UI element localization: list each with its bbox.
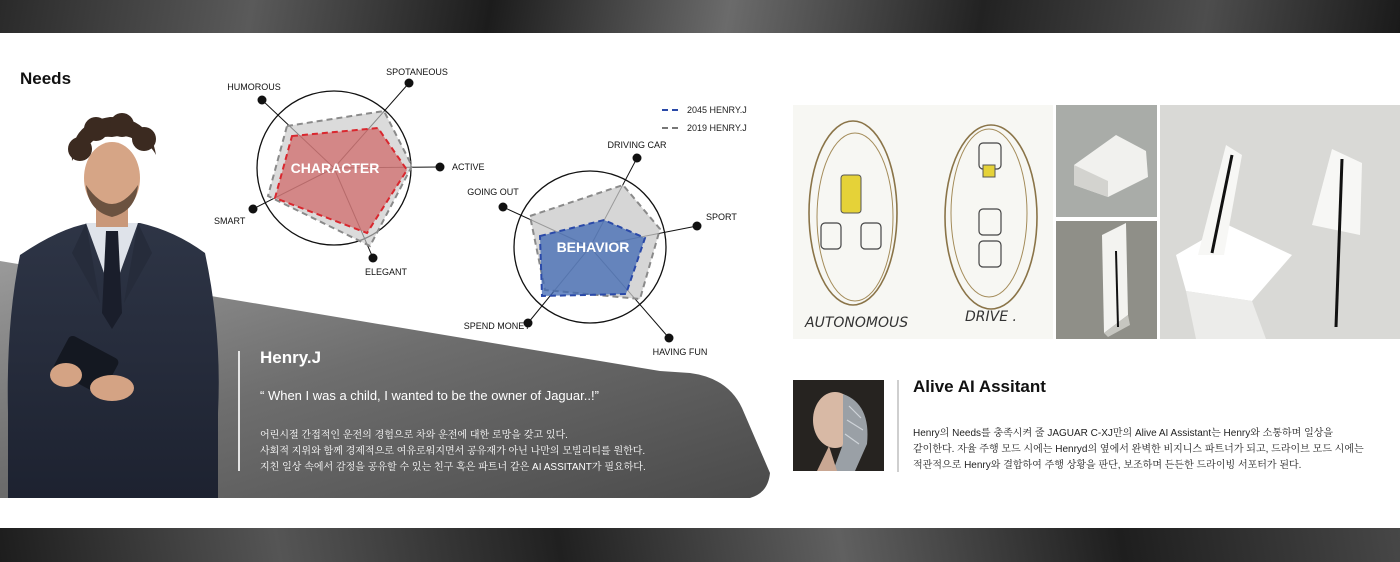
bottom-band bbox=[0, 528, 1400, 562]
assistant-description-line: 적관적으로 Henry와 결합하여 주행 상황을 판단, 보조하며 든든한 드라이빙 서포터가 된다. bbox=[913, 460, 1302, 471]
profile-description-line: 어린시절 간접적인 운전의 경험으로 차와 운전에 대한 로망을 갖고 있다. bbox=[260, 430, 568, 441]
axis-label-going-out: GOING OUT bbox=[467, 187, 519, 197]
seat-layout-sketch bbox=[793, 105, 1053, 339]
axis-dot bbox=[405, 79, 414, 88]
axis-label-sport: SPORT bbox=[706, 212, 737, 222]
axis-label-active: ACTIVE bbox=[452, 162, 485, 172]
chart-legend bbox=[662, 101, 747, 137]
paper-model-photos bbox=[1056, 105, 1400, 339]
legend-swatch-2019 bbox=[662, 127, 678, 129]
axis-dot bbox=[693, 222, 702, 231]
profile-name: Henry.J bbox=[260, 348, 322, 367]
needs-radar-charts bbox=[0, 33, 780, 373]
assistant-description-line: 같이한다. 자율 주행 모드 시에는 Henryd의 옆에서 완벽한 비지니스 파트너가 되고, 드라이브 모드 시에는 bbox=[913, 444, 1364, 455]
legend-label: 2019 HENRY.J bbox=[687, 123, 747, 133]
ai-android-image bbox=[793, 380, 884, 471]
legend-swatch-2045 bbox=[662, 109, 678, 111]
character-area-2045 bbox=[275, 128, 407, 233]
axis-label-spend-money: SPEND MONEY bbox=[463, 321, 531, 331]
character-title: CHARACTER bbox=[290, 160, 380, 176]
assistant-divider bbox=[897, 380, 899, 472]
axis-dot bbox=[633, 154, 642, 163]
assistant-description-line: Henry의 Needs를 충족시켜 줄 JAGUAR C-XJ만의 Alive AI Assistant는 Henry와 소통하며 일상을 bbox=[913, 428, 1334, 439]
axis-dot bbox=[258, 96, 267, 105]
axis-dot bbox=[369, 254, 378, 263]
axis-label-humorous: HUMOROUS bbox=[227, 82, 281, 92]
axis-label-elegant: ELEGANT bbox=[364, 267, 408, 277]
behavior-title: BEHAVIOR bbox=[556, 239, 630, 255]
axis-label-smart: SMART bbox=[214, 216, 246, 226]
presentation-page bbox=[0, 33, 1400, 528]
axis-dot bbox=[665, 334, 674, 343]
axis-dot bbox=[499, 203, 508, 212]
behavior-radar bbox=[464, 140, 738, 357]
assistant-title: Alive AI Assitant bbox=[913, 377, 1046, 396]
profile-description-line: 사회적 지위와 함께 경제적으로 여유로워지면서 공유재가 아닌 나만의 모빌리티를 원한다. bbox=[260, 446, 646, 457]
profile-quote: “ When I was a child, I wanted to be the owner of Jaguar..!” bbox=[260, 388, 599, 403]
profile-description bbox=[260, 428, 646, 476]
legend-label: 2045 HENRY.J bbox=[687, 105, 747, 115]
sketch-label-drive: DRIVE . bbox=[965, 309, 1017, 325]
axis-label-having-fun: HAVING FUN bbox=[652, 347, 708, 357]
axis-dot bbox=[249, 205, 258, 214]
axis-dot bbox=[436, 163, 445, 172]
axis-label-driving-car: DRIVING CAR bbox=[607, 140, 667, 150]
character-radar bbox=[214, 67, 485, 277]
assistant-description bbox=[913, 426, 1364, 474]
axis-label-spotaneous: SPOTANEOUS bbox=[386, 67, 448, 77]
profile-description-line: 지친 일상 속에서 감정을 공유할 수 있는 친구 혹은 파트너 같은 AI ASSITANT가 필요하다. bbox=[260, 462, 646, 473]
top-band bbox=[0, 0, 1400, 33]
legend-item bbox=[662, 119, 747, 137]
legend-item bbox=[662, 101, 747, 119]
profile-divider bbox=[238, 351, 240, 471]
sketch-label-autonomous: AUTONOMOUS bbox=[805, 315, 909, 331]
page-title: Needs bbox=[20, 69, 72, 88]
